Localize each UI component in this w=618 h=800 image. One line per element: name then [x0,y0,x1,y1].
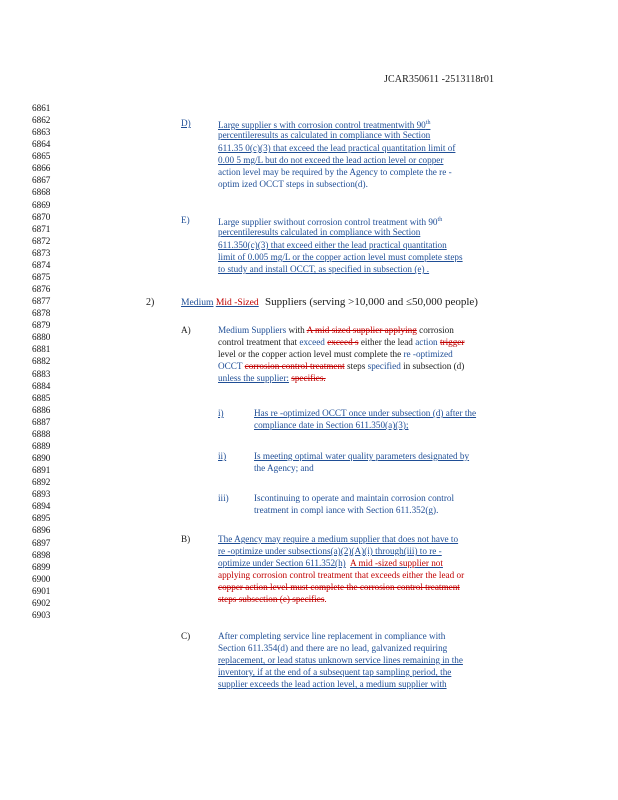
item-e-line-5: to study and install OCCT, as specified in subsection (e) . [218,264,430,274]
line-number: 6880 [32,332,51,343]
item-c-line-1: After completing service line replacement in compliance with [218,631,446,641]
item-b-line-1: The Agency may require a medium supplier that does not have to [218,534,459,544]
item-b-label: B) [181,534,191,544]
sub-ii-line-2: the Agency; and [254,463,314,473]
sub-i-label: i) [218,408,224,418]
item-e-line-3: 611.350(c)(3) that exceed either the lead practical quantitation [218,240,447,250]
line-number: 6873 [32,247,51,258]
line-number: 6896 [32,525,51,536]
line-number: 6869 [32,199,51,210]
line-number: 6871 [32,223,51,234]
document-id-header: JCAR350611 -2513118r01 [384,74,495,85]
line-number: 6874 [32,259,51,270]
sub-i-line-2: compliance date in Section 611.350(a)(3); [254,420,409,430]
line-number: 6868 [32,187,51,198]
line-number: 6872 [32,235,51,246]
line-number: 6894 [32,501,51,512]
item-b-line-5: copper action level must complete the corrosion control treatment [218,582,460,592]
line-number: 6897 [32,537,51,548]
sub-iii-line-2: treatment in compl iance with Section 611.352(g). [254,505,439,515]
item-d-line-3: 611.35 0(c)(3) that exceed the lead practical quantitation limit of [218,143,456,153]
item-d-line-2: percentileresults as calculated in compliance with Section [218,130,431,140]
line-number: 6888 [32,428,51,439]
sub-ii-label: ii) [218,451,227,461]
line-number: 6898 [32,549,51,560]
item-b-line-2: re -optimize under subsections(a)(2)(A)(i) through(iii) to re - [218,546,442,556]
line-number: 6887 [32,416,51,427]
item-d-line-5: action level may be required by the Agency to complete the re - [218,167,452,177]
item-b-line-3: optimize under Section 611.352(h) A mid -sized supplier not [218,558,443,568]
line-number: 6878 [32,308,51,319]
item-c-line-2: Section 611.354(d) and there are no lead, galvanized requiring [218,643,448,653]
line-number: 6901 [32,585,51,596]
line-number: 6879 [32,320,51,331]
line-number: 6864 [32,139,51,150]
item-c-label: C) [181,631,191,641]
line-number: 6861 [32,103,51,113]
item-c-line-4: inventory, if at the end of a subsequent tap sampling period, the [218,667,452,677]
item-c-line-3: replacement, or lead status unknown service lines remaining in the [218,655,463,665]
line-number: 6886 [32,404,51,415]
item-a-line-4: OCCT corrosion control treatment steps specified in subsection (d) [218,361,465,371]
line-number: 6895 [32,513,51,524]
sub-ii-line-1: Is meeting optimal water quality parameters designated by [254,451,470,461]
line-number: 6863 [32,127,51,138]
item-d-line-1: Large supplier s with corrosion control treatmentwith 90th [218,120,431,130]
section-2-heading: Medium Mid -Sized Suppliers (serving >10,000 and ≤50,000 people) [181,296,478,308]
item-b-line-6: steps subsection (e) specifies. [218,594,327,604]
line-number: 6899 [32,561,51,572]
line-number: 6883 [32,368,51,379]
line-number: 6900 [32,573,51,584]
line-number: 6902 [32,597,51,608]
item-e-line-4: limit of 0.005 mg/L or the copper action level must complete steps [218,252,463,262]
line-number: 6890 [32,453,51,464]
item-d-line-6: optim ized OCCT steps in subsection(d). [218,179,368,189]
line-number: 6884 [32,380,51,391]
line-number: 6870 [32,211,51,222]
item-d-label: D) [181,118,191,128]
item-a-label: A) [181,325,191,335]
sub-i-line-1: Has re -optimized OCCT once under subsection (d) after the [254,408,477,418]
line-number: 6889 [32,440,51,451]
line-number: 6892 [32,477,51,488]
item-e-line-1: Large supplier swithout corrosion control treatment with 90th [218,217,443,227]
line-number: 6893 [32,489,51,500]
line-number: 6881 [32,344,51,355]
line-number: 6882 [32,356,51,367]
sub-iii-line-1: Iscontinuing to operate and maintain corrosion control [254,493,455,503]
item-d-line-4: 0.00 5 mg/L but do not exceed the lead action level or copper [218,155,444,165]
line-number: 6891 [32,465,51,476]
item-e-label: E) [181,215,190,225]
line-number: 6865 [32,151,51,162]
line-number: 6867 [32,175,51,186]
section-2-number: 2) [146,297,155,308]
item-a-line-3: level or the copper action level must complete the re -optimized [218,349,453,359]
line-number: 6875 [32,271,51,282]
line-number: 6862 [32,115,51,126]
sub-iii-label: iii) [218,493,229,503]
item-a-line-2: control treatment that exceed exceed s either the lead action trigger [218,337,465,347]
item-e-line-2: percentileresults calculated in compliance with Section [218,227,421,237]
item-a-line-5: unless the supplier: specifies. [218,373,326,383]
line-number: 6866 [32,163,51,174]
line-number: 6877 [32,296,51,307]
item-a-line-1: Medium Suppliers with A mid sized supplier applying corrosion [218,325,454,335]
item-c-line-5: supplier exceeds the lead action level, a medium supplier with [218,679,447,689]
item-b-line-4: applying corrosion control treatment that exceeds either the lead or [218,570,465,580]
line-number: 6903 [32,609,51,620]
line-number: 6885 [32,392,51,403]
line-number: 6876 [32,284,51,295]
